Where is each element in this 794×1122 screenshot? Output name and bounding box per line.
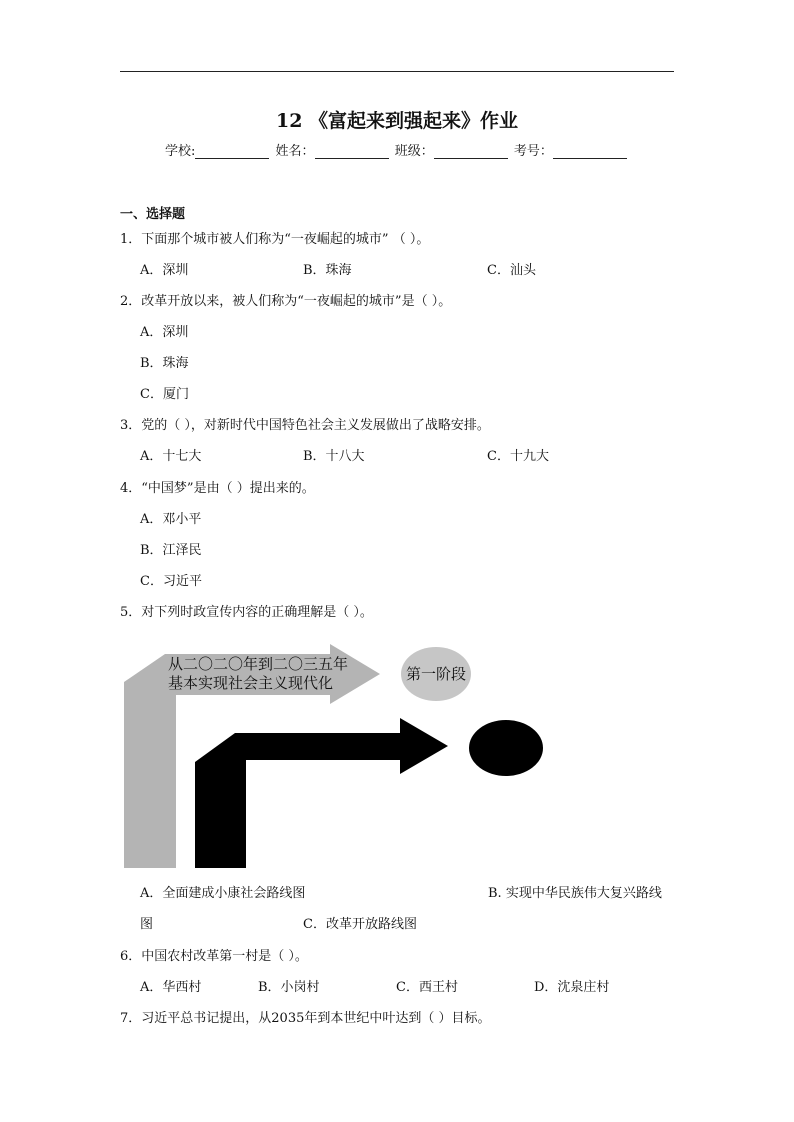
class-label: 班级： xyxy=(394,144,434,159)
black-ellipse xyxy=(469,720,543,776)
section-heading: 一、选择题 xyxy=(120,207,186,222)
q5-option-b[interactable]: B. 实现中华民族伟大复兴路线 xyxy=(488,886,662,901)
class-blank[interactable] xyxy=(434,144,508,159)
exam-number-blank[interactable] xyxy=(553,144,627,159)
question-4: 4．“中国梦”是由（ ）提出来的。 xyxy=(120,481,315,496)
question-6: 6．中国农村改革第一村是（ ）。 xyxy=(120,949,308,964)
q5-option-b-continued: 图 xyxy=(140,917,154,932)
q6-option-a[interactable]: A．华西村 xyxy=(140,980,202,995)
name-label: 姓名： xyxy=(275,144,315,159)
q2-option-b[interactable]: B．珠海 xyxy=(140,356,189,371)
q4-option-a[interactable]: A．邓小平 xyxy=(140,512,202,527)
arrow-text-line2: 基本实现社会主义现代化 xyxy=(168,674,334,692)
q5-option-a[interactable]: A．全面建成小康社会路线图 xyxy=(140,886,306,901)
page-title: 12 《富起来到强起来》作业 xyxy=(275,110,519,132)
question-3: 3．党的（ ），对新时代中国特色社会主义发展做出了战略安排。 xyxy=(120,418,490,433)
student-info-line xyxy=(165,140,629,159)
roadmap-figure xyxy=(120,640,560,872)
q6-option-d[interactable]: D．沈泉庄村 xyxy=(534,980,610,995)
q6-option-b[interactable]: B．小岗村 xyxy=(258,980,320,995)
q6-option-c[interactable]: C．西王村 xyxy=(396,980,458,995)
school-label: 学校: xyxy=(165,144,196,159)
q2-option-a[interactable]: A．深圳 xyxy=(140,325,189,340)
header-rule xyxy=(120,71,674,72)
q3-option-c[interactable]: C．十九大 xyxy=(487,449,549,464)
school-blank[interactable] xyxy=(195,144,269,159)
q5-option-c[interactable]: C．改革开放路线图 xyxy=(303,917,417,932)
q4-option-b[interactable]: B．江泽民 xyxy=(140,543,202,558)
exam-number-label: 考号： xyxy=(513,144,553,159)
question-5: 5．对下列时政宣传内容的正确理解是（ ）。 xyxy=(120,605,373,620)
q1-option-a[interactable]: A．深圳 xyxy=(140,263,189,278)
q1-option-c[interactable]: C．汕头 xyxy=(487,263,536,278)
question-1: 1．下面那个城市被人们称为“一夜崛起的城市” （ ）。 xyxy=(120,232,430,247)
black-roadmap-arrow xyxy=(195,718,448,868)
q3-option-a[interactable]: A．十七大 xyxy=(140,449,202,464)
arrow-text-line1: 从二〇二〇年到二〇三五年 xyxy=(168,655,349,673)
q4-option-c[interactable]: C．习近平 xyxy=(140,574,202,589)
q2-option-c[interactable]: C．厦门 xyxy=(140,387,189,402)
q3-option-b[interactable]: B．十八大 xyxy=(303,449,365,464)
question-7: 7．习近平总书记提出，从2035年到本世纪中叶达到（ ）目标。 xyxy=(120,1011,491,1026)
name-blank[interactable] xyxy=(315,144,389,159)
q1-option-b[interactable]: B．珠海 xyxy=(303,263,352,278)
stage-one-label: 第一阶段 xyxy=(405,665,467,683)
question-2: 2．改革开放以来，被人们称为“一夜崛起的城市”是（ ）。 xyxy=(120,294,452,309)
